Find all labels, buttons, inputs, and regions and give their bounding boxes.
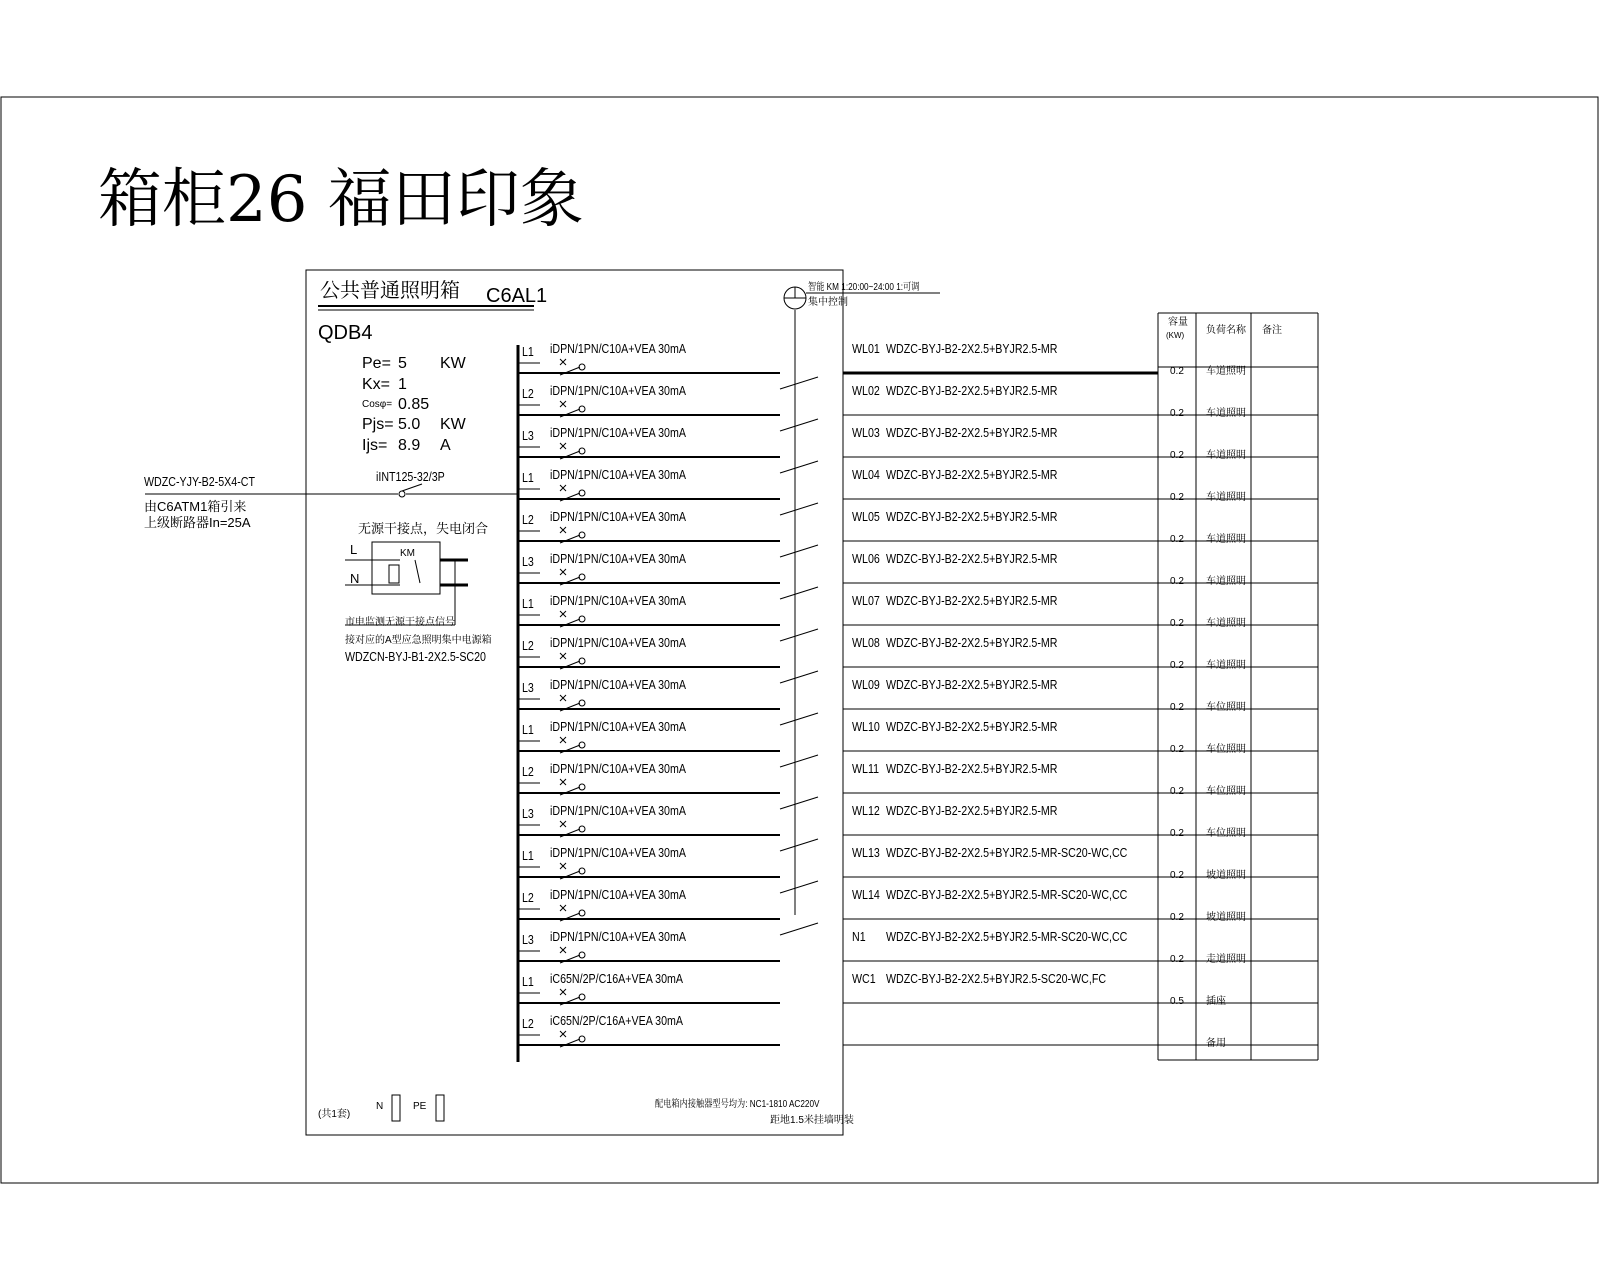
circuit-capacity: 0.2 xyxy=(1170,744,1184,755)
param-value: 0.85 xyxy=(398,396,430,413)
circuit-phase: L2 xyxy=(522,386,534,401)
circuit-phase: L1 xyxy=(522,848,534,863)
circuit-load-name: 车道照明 xyxy=(1206,492,1246,503)
circuit-cable: WDZC-BYJ-B2-2X2.5+BYJR2.5-MR xyxy=(886,635,1058,650)
circuit-cable: WDZC-BYJ-B2-2X2.5+BYJR2.5-SC20-WC,FC xyxy=(886,971,1107,986)
timer-note: 智能 KM 1:20:00~24:00 1:可调 xyxy=(808,282,920,293)
circuit-id: WL09 xyxy=(852,677,880,692)
header-load: 负荷名称 xyxy=(1206,325,1246,336)
param-value: 1 xyxy=(398,376,407,393)
circuit-load-name: 车道照明 xyxy=(1206,618,1246,629)
main-switch-contact xyxy=(399,491,405,497)
param-label: Pe= xyxy=(362,355,391,372)
contactor-link xyxy=(780,881,818,893)
circuit-id: WL04 xyxy=(852,467,880,482)
circuit-load-name: 坡道照明 xyxy=(1206,870,1246,881)
contactor-link xyxy=(780,755,818,767)
circuit-id: WL03 xyxy=(852,425,880,440)
circuit-breaker: iDPN/1PN/C10A+VEA 30mA xyxy=(550,425,686,440)
timer-note-2: 集中控制 xyxy=(808,297,848,308)
circuit-breaker: iDPN/1PN/C10A+VEA 30mA xyxy=(550,929,686,944)
circuit-id: WL05 xyxy=(852,509,880,524)
header-capacity-unit: (KW) xyxy=(1166,331,1185,340)
circuit-capacity: 0.2 xyxy=(1170,954,1184,965)
drawing-frame xyxy=(1,97,1598,1183)
circuit-breaker: iDPN/1PN/C10A+VEA 30mA xyxy=(550,677,686,692)
circuit-load-name: 车道照明 xyxy=(1206,366,1246,377)
contactor-link xyxy=(780,587,818,599)
circuit-load-name: 车位照明 xyxy=(1206,828,1246,839)
circuit-capacity: 0.2 xyxy=(1170,912,1184,923)
contactor-link xyxy=(780,797,818,809)
circuit-phase: L3 xyxy=(522,428,534,443)
circuit-cable: WDZC-BYJ-B2-2X2.5+BYJR2.5-MR-SC20-WC,CC xyxy=(886,887,1128,902)
circuit-breaker: iDPN/1PN/C10A+VEA 30mA xyxy=(550,719,686,734)
circuit-phase: L2 xyxy=(522,638,534,653)
circuit-capacity: 0.5 xyxy=(1170,996,1184,1007)
circuit-capacity: 0.2 xyxy=(1170,366,1184,377)
param-value: 5.0 xyxy=(398,416,421,433)
footer-contactor-note: 配电箱内接触器型号均为: NC1-1810 AC220V xyxy=(655,1099,820,1110)
circuit-phase: L2 xyxy=(522,890,534,905)
circuit-breaker: iDPN/1PN/C10A+VEA 30mA xyxy=(550,593,686,608)
circuit-cable: WDZC-BYJ-B2-2X2.5+BYJR2.5-MR xyxy=(886,467,1058,482)
param-unit: A xyxy=(440,437,451,454)
circuit-id: WL02 xyxy=(852,383,880,398)
contact-note: 无源干接点，失电闭合 xyxy=(358,521,489,536)
contactor-link xyxy=(780,923,818,935)
param-label: Kx= xyxy=(362,376,391,393)
contactor-link xyxy=(780,545,818,557)
circuit-load-name: 车位照明 xyxy=(1206,702,1246,713)
circuit-cable: WDZC-BYJ-B2-2X2.5+BYJR2.5-MR xyxy=(886,719,1058,734)
circuit-id: WL01 xyxy=(852,341,880,356)
circuit-cable: WDZC-BYJ-B2-2X2.5+BYJR2.5-MR xyxy=(886,425,1058,440)
circuit-breaker: iDPN/1PN/C10A+VEA 30mA xyxy=(550,803,686,818)
circuit-load-name: 备用 xyxy=(1206,1038,1226,1049)
circuit-load-name: 车位照明 xyxy=(1206,786,1246,797)
footer-set-count: (共1套) xyxy=(318,1109,351,1120)
circuit-cable: WDZC-BYJ-B2-2X2.5+BYJR2.5-MR xyxy=(886,677,1058,692)
contactor-link xyxy=(780,377,818,389)
circuit-breaker: iDPN/1PN/C10A+VEA 30mA xyxy=(550,467,686,482)
circuit-cable: WDZC-BYJ-B2-2X2.5+BYJR2.5-MR xyxy=(886,803,1058,818)
contact-km: KM xyxy=(400,548,415,559)
circuit-breaker: iDPN/1PN/C10A+VEA 30mA xyxy=(550,761,686,776)
circuit-capacity: 0.2 xyxy=(1170,492,1184,503)
circuit-id: WL12 xyxy=(852,803,880,818)
footer-mount-note: 距地1.5米挂墙明装 xyxy=(770,1115,854,1126)
contactor-link xyxy=(780,503,818,515)
main-switch-label: iINT125-32/3P xyxy=(376,469,445,484)
circuit-cable: WDZC-BYJ-B2-2X2.5+BYJR2.5-MR xyxy=(886,761,1058,776)
circuit-cable: WDZC-BYJ-B2-2X2.5+BYJR2.5-MR-SC20-WC,CC xyxy=(886,929,1128,944)
circuit-id: WL11 xyxy=(852,761,880,776)
param-unit: KW xyxy=(440,355,466,372)
circuit-id: WL08 xyxy=(852,635,880,650)
pe-terminal xyxy=(436,1095,444,1121)
incoming-cable: WDZC-YJY-B2-5X4-CT xyxy=(144,474,255,489)
circuit-cable: WDZC-BYJ-B2-2X2.5+BYJR2.5-MR-SC20-WC,CC xyxy=(886,845,1128,860)
param-label: Cosφ= xyxy=(362,399,393,410)
circuit-breaker: iDPN/1PN/C10A+VEA 30mA xyxy=(550,341,686,356)
circuit-load-name: 坡道照明 xyxy=(1206,912,1246,923)
circuit-cable: WDZC-BYJ-B2-2X2.5+BYJR2.5-MR xyxy=(886,509,1058,524)
contactor-link xyxy=(780,419,818,431)
circuit-phase: L2 xyxy=(522,764,534,779)
panel-code: C6AL1 xyxy=(486,285,548,307)
param-label: Pjs= xyxy=(362,416,394,433)
circuit-capacity: 0.2 xyxy=(1170,408,1184,419)
circuit-capacity: 0.2 xyxy=(1170,828,1184,839)
param-value: 8.9 xyxy=(398,437,421,454)
incoming-from: 由C6ATM1箱引来 xyxy=(144,499,247,514)
circuit-breaker: iDPN/1PN/C10A+VEA 30mA xyxy=(550,509,686,524)
circuit-phase: L3 xyxy=(522,806,534,821)
contactor-link xyxy=(780,461,818,473)
circuit-breaker: iDPN/1PN/C10A+VEA 30mA xyxy=(550,383,686,398)
footer-n-label: N xyxy=(376,1101,384,1112)
circuit-capacity: 0.2 xyxy=(1170,660,1184,671)
circuit-phase: L1 xyxy=(522,344,534,359)
contactor-link xyxy=(780,629,818,641)
contact-n: N xyxy=(350,571,360,586)
drawing-title: 箱柜26 福田印象 xyxy=(98,163,584,237)
circuit-phase: L2 xyxy=(522,512,534,527)
panel-id: QDB4 xyxy=(318,322,373,344)
contact-desc-1: 市电监测无源干接点信号 xyxy=(345,617,455,628)
circuit-capacity: 0.2 xyxy=(1170,534,1184,545)
contact-l: L xyxy=(350,542,358,557)
circuit-breaker: iDPN/1PN/C10A+VEA 30mA xyxy=(550,635,686,650)
circuit-id: WL10 xyxy=(852,719,880,734)
main-switch-blade xyxy=(402,484,422,491)
param-value: 5 xyxy=(398,355,407,372)
circuit-breaker: iDPN/1PN/C10A+VEA 30mA xyxy=(550,845,686,860)
circuit-id: N1 xyxy=(852,929,866,944)
incoming-breaker-note: 上级断路器In=25A xyxy=(144,515,251,530)
circuit-cable: WDZC-BYJ-B2-2X2.5+BYJR2.5-MR xyxy=(886,551,1058,566)
circuit-cable: WDZC-BYJ-B2-2X2.5+BYJR2.5-MR xyxy=(886,593,1058,608)
circuit-cable: WDZC-BYJ-B2-2X2.5+BYJR2.5-MR xyxy=(886,383,1058,398)
circuit-capacity: 0.2 xyxy=(1170,870,1184,881)
circuit-id: WL07 xyxy=(852,593,880,608)
circuit-load-name: 车道照明 xyxy=(1206,408,1246,419)
header-capacity: 容量 xyxy=(1168,317,1188,328)
circuit-load-name: 车道照明 xyxy=(1206,576,1246,587)
footer-pe-label: PE xyxy=(413,1101,427,1112)
circuit-cable: WDZC-BYJ-B2-2X2.5+BYJR2.5-MR xyxy=(886,341,1058,356)
contact-desc-2: 接对应的A型应急照明集中电源箱 xyxy=(345,635,492,646)
panel-name: 公共普通照明箱 xyxy=(320,278,460,302)
header-note: 备注 xyxy=(1262,325,1282,336)
circuit-capacity: 0.2 xyxy=(1170,576,1184,587)
circuit-phase: L2 xyxy=(522,1016,534,1031)
contact-cable: WDZCN-BYJ-B1-2X2.5-SC20 xyxy=(345,649,486,664)
circuit-load-name: 车道照明 xyxy=(1206,660,1246,671)
circuit-load-name: 车道照明 xyxy=(1206,450,1246,461)
circuit-breaker: iC65N/2P/C16A+VEA 30mA xyxy=(550,1013,684,1028)
circuit-phase: L3 xyxy=(522,932,534,947)
circuit-capacity: 0.2 xyxy=(1170,450,1184,461)
circuit-breaker: iC65N/2P/C16A+VEA 30mA xyxy=(550,971,684,986)
contactor-link xyxy=(780,671,818,683)
circuit-phase: L1 xyxy=(522,470,534,485)
circuit-phase: L3 xyxy=(522,554,534,569)
contactor-link xyxy=(780,839,818,851)
circuit-phase: L1 xyxy=(522,722,534,737)
circuit-load-name: 走道照明 xyxy=(1206,954,1246,965)
circuit-id: WL06 xyxy=(852,551,880,566)
circuit-capacity: 0.2 xyxy=(1170,786,1184,797)
circuit-id: WL13 xyxy=(852,845,880,860)
circuit-load-name: 车道照明 xyxy=(1206,534,1246,545)
n-terminal xyxy=(392,1095,400,1121)
param-label: Ijs= xyxy=(362,437,388,454)
circuit-breaker: iDPN/1PN/C10A+VEA 30mA xyxy=(550,887,686,902)
circuit-capacity: 0.2 xyxy=(1170,618,1184,629)
circuit-phase: L1 xyxy=(522,974,534,989)
circuit-phase: L1 xyxy=(522,596,534,611)
circuit-breaker: iDPN/1PN/C10A+VEA 30mA xyxy=(550,551,686,566)
contactor-link xyxy=(780,713,818,725)
circuit-id: WL14 xyxy=(852,887,880,902)
circuit-capacity: 0.2 xyxy=(1170,702,1184,713)
param-unit: KW xyxy=(440,416,466,433)
circuit-load-name: 插座 xyxy=(1206,996,1226,1007)
circuit-phase: L3 xyxy=(522,680,534,695)
circuit-load-name: 车位照明 xyxy=(1206,744,1246,755)
circuit-id: WC1 xyxy=(852,971,876,986)
